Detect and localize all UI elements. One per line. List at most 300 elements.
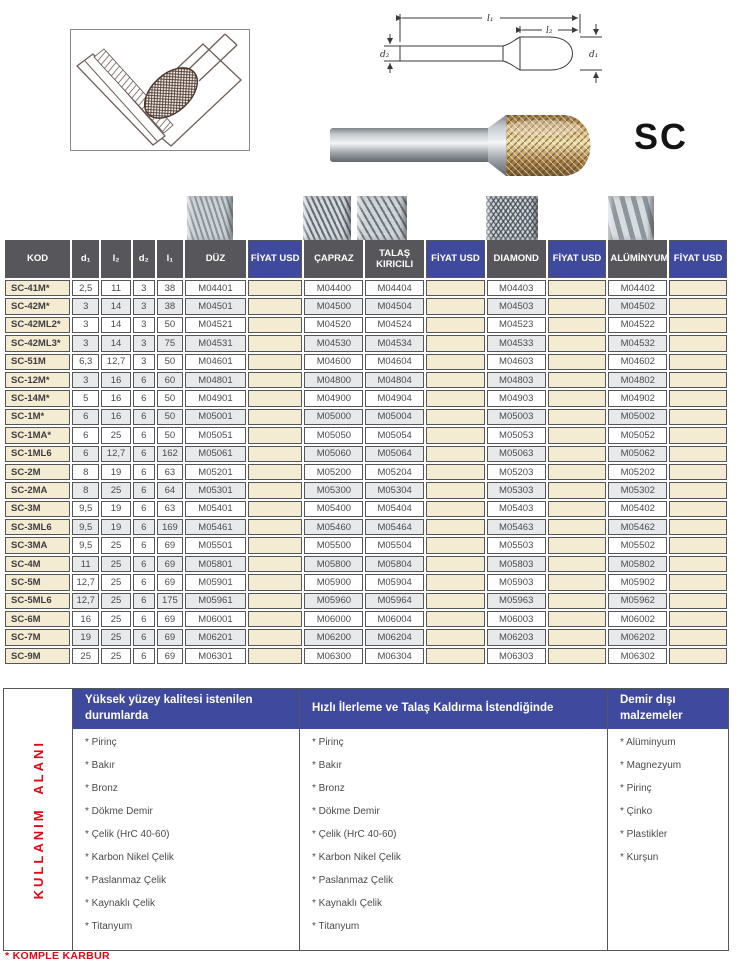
d2-cell: 3 xyxy=(133,298,155,314)
usage-list-item: * Bronz xyxy=(312,783,345,794)
price-cell xyxy=(669,501,727,517)
product-code-cell: SC-1M* xyxy=(5,409,70,425)
price-cell xyxy=(426,317,485,333)
price-cell xyxy=(548,556,607,572)
d1-cell: 19 xyxy=(72,629,99,645)
price-cell xyxy=(248,611,303,627)
talas-cell: M05064 xyxy=(365,446,424,462)
price-cell xyxy=(248,574,303,590)
price-cell xyxy=(548,501,607,517)
aluminyum-cell: M05402 xyxy=(608,501,667,517)
d1-cell: 5 xyxy=(72,390,99,406)
product-code-cell: SC-1ML6 xyxy=(5,446,70,462)
capraz-cell: M05050 xyxy=(304,427,363,443)
product-code-cell: SC-51M xyxy=(5,354,70,370)
duz-cell: M06301 xyxy=(185,648,246,664)
price-cell xyxy=(426,280,485,296)
price-cell xyxy=(669,280,727,296)
aluminyum-cell: M04502 xyxy=(608,298,667,314)
aluminyum-cell: M05962 xyxy=(608,593,667,609)
d1-cell: 3 xyxy=(72,298,99,314)
product-code-cell: SC-2MA xyxy=(5,482,70,498)
l2-cell: 12,7 xyxy=(101,446,130,462)
price-cell xyxy=(669,390,727,406)
l1-cell: 50 xyxy=(157,317,183,333)
price-cell xyxy=(548,390,607,406)
duz-cell: M05051 xyxy=(185,427,246,443)
aluminyum-cell: M05062 xyxy=(608,446,667,462)
d1-cell: 12,7 xyxy=(72,574,99,590)
talas-cell: M05054 xyxy=(365,427,424,443)
column-header-d2: d₂ xyxy=(133,240,155,278)
product-code-cell: SC-41M* xyxy=(5,280,70,296)
diamond-cell: M05063 xyxy=(487,446,546,462)
usage-list-item: * Pirinç xyxy=(85,737,117,748)
column-header-kod: KOD xyxy=(5,240,70,278)
duz-cell: M06001 xyxy=(185,611,246,627)
price-cell xyxy=(248,335,303,351)
d2-cell: 6 xyxy=(133,464,155,480)
l1-cell: 50 xyxy=(157,390,183,406)
aluminyum-cell: M06002 xyxy=(608,611,667,627)
d1-cell: 3 xyxy=(72,317,99,333)
table-row xyxy=(5,574,727,590)
price-cell xyxy=(548,427,607,443)
d1-cell: 9,5 xyxy=(72,519,99,535)
l2-cell: 25 xyxy=(101,611,130,627)
capraz-cell: M05060 xyxy=(304,446,363,462)
talas-cell: M05904 xyxy=(365,574,424,590)
d1-cell: 9,5 xyxy=(72,501,99,517)
aluminyum-cell: M06202 xyxy=(608,629,667,645)
usage-list-item: * Magnezyum xyxy=(620,760,682,771)
l1-cell: 69 xyxy=(157,537,183,553)
duz-cell: M05301 xyxy=(185,482,246,498)
dim-label-d1: d₁ xyxy=(589,50,599,60)
product-code-cell: SC-5M xyxy=(5,574,70,590)
full-carbide-footnote: * KOMPLE KARBÜR xyxy=(5,950,110,962)
usage-list-item: * Karbon Nikel Çelik xyxy=(85,852,174,863)
capraz-cell: M05300 xyxy=(304,482,363,498)
diamond-cell: M05903 xyxy=(487,574,546,590)
d2-cell: 3 xyxy=(133,354,155,370)
talas-cell: M04904 xyxy=(365,390,424,406)
column-header-diamond: DIAMOND xyxy=(487,240,546,278)
price-cell xyxy=(548,298,607,314)
column-header-d1: d₁ xyxy=(72,240,99,278)
d1-cell: 6,3 xyxy=(72,354,99,370)
l1-cell: 162 xyxy=(157,446,183,462)
product-code-cell: SC-4M xyxy=(5,556,70,572)
table-row xyxy=(5,446,727,462)
d1-cell: 16 xyxy=(72,611,99,627)
price-cell xyxy=(548,482,607,498)
column-header-fiyat4: FİYAT USD xyxy=(669,240,727,278)
price-cell xyxy=(248,519,303,535)
price-cell xyxy=(548,280,607,296)
capraz-cell: M06300 xyxy=(304,648,363,664)
capraz-cell: M04400 xyxy=(304,280,363,296)
price-cell xyxy=(669,482,727,498)
price-cell xyxy=(248,648,303,664)
capraz-cell: M06200 xyxy=(304,629,363,645)
table-row xyxy=(5,372,727,388)
capraz-cell: M05800 xyxy=(304,556,363,572)
price-cell xyxy=(426,629,485,645)
product-code-cell: SC-12M* xyxy=(5,372,70,388)
l1-cell: 69 xyxy=(157,648,183,664)
l2-cell: 14 xyxy=(101,298,130,314)
column-header-l2: l₂ xyxy=(101,240,130,278)
duz-cell: M04401 xyxy=(185,280,246,296)
price-cell xyxy=(548,446,607,462)
price-cell xyxy=(248,427,303,443)
diamond-cell: M04523 xyxy=(487,317,546,333)
usage-list-item: * Kaynaklı Çelik xyxy=(312,898,383,909)
l2-cell: 19 xyxy=(101,501,130,517)
diamond-cell: M06303 xyxy=(487,648,546,664)
talas-cell: M05504 xyxy=(365,537,424,553)
dim-label-l1: l₁ xyxy=(487,14,494,24)
price-cell xyxy=(669,298,727,314)
duz-cell: M05901 xyxy=(185,574,246,590)
l1-cell: 175 xyxy=(157,593,183,609)
price-cell xyxy=(548,611,607,627)
talas-cell: M05964 xyxy=(365,593,424,609)
product-code-cell: SC-3MA xyxy=(5,537,70,553)
usage-list-item: * Pirinç xyxy=(620,783,652,794)
aluminyum-cell: M05302 xyxy=(608,482,667,498)
usage-list-item: * Titanyum xyxy=(85,921,133,932)
price-cell xyxy=(669,317,727,333)
duz-cell: M05461 xyxy=(185,519,246,535)
table-row xyxy=(5,464,727,480)
duz-cell: M04901 xyxy=(185,390,246,406)
table-row xyxy=(5,648,727,664)
l2-cell: 16 xyxy=(101,409,130,425)
price-cell xyxy=(548,648,607,664)
price-cell xyxy=(248,317,303,333)
talas-cell: M04534 xyxy=(365,335,424,351)
price-cell xyxy=(248,372,303,388)
usage-list-item: * Titanyum xyxy=(312,921,360,932)
price-cell xyxy=(669,427,727,443)
d2-cell: 6 xyxy=(133,446,155,462)
price-cell xyxy=(669,464,727,480)
capraz-cell: M04500 xyxy=(304,298,363,314)
price-cell xyxy=(548,593,607,609)
diamond-cell: M04803 xyxy=(487,372,546,388)
product-photo xyxy=(328,100,628,192)
l2-cell: 25 xyxy=(101,482,130,498)
d2-cell: 6 xyxy=(133,629,155,645)
aluminyum-cell: M05002 xyxy=(608,409,667,425)
price-cell xyxy=(248,280,303,296)
price-cell xyxy=(426,390,485,406)
d1-cell: 6 xyxy=(72,427,99,443)
price-cell xyxy=(669,574,727,590)
burr-application-drawing xyxy=(71,30,247,148)
product-code-cell: SC-42M* xyxy=(5,298,70,314)
table-row xyxy=(5,280,727,296)
price-cell xyxy=(426,611,485,627)
table-row xyxy=(5,298,727,314)
table-row xyxy=(5,501,727,517)
l1-cell: 38 xyxy=(157,298,183,314)
price-cell xyxy=(426,464,485,480)
diamond-cell: M05053 xyxy=(487,427,546,443)
aluminyum-cell: M05202 xyxy=(608,464,667,480)
price-cell xyxy=(248,501,303,517)
l1-cell: 63 xyxy=(157,464,183,480)
product-code-cell: SC-42ML2* xyxy=(5,317,70,333)
usage-list-item: * Bakır xyxy=(312,760,343,771)
series-code-label: SC xyxy=(634,116,689,157)
product-code-cell: SC-6M xyxy=(5,611,70,627)
price-cell xyxy=(426,372,485,388)
price-cell xyxy=(248,354,303,370)
talas-cell: M06204 xyxy=(365,629,424,645)
price-cell xyxy=(426,519,485,535)
duz-cell: M04601 xyxy=(185,354,246,370)
d1-cell: 8 xyxy=(72,482,99,498)
capraz-cell: M04530 xyxy=(304,335,363,351)
diamond-cell: M05303 xyxy=(487,482,546,498)
d1-cell: 2,5 xyxy=(72,280,99,296)
price-cell xyxy=(548,372,607,388)
price-cell xyxy=(669,648,727,664)
column-header-l1: l₁ xyxy=(157,240,183,278)
table-row xyxy=(5,390,727,406)
l2-cell: 11 xyxy=(101,280,130,296)
column-header-fiyat3: FİYAT USD xyxy=(548,240,607,278)
price-cell xyxy=(669,335,727,351)
talas-cell: M04524 xyxy=(365,317,424,333)
d2-cell: 6 xyxy=(133,519,155,535)
d2-cell: 6 xyxy=(133,537,155,553)
usage-section xyxy=(3,688,729,951)
l1-cell: 69 xyxy=(157,556,183,572)
price-cell xyxy=(248,464,303,480)
product-code-cell: SC-9M xyxy=(5,648,70,664)
product-code-cell: SC-1MA* xyxy=(5,427,70,443)
price-cell xyxy=(426,482,485,498)
aluminyum-cell: M05462 xyxy=(608,519,667,535)
table-header-row xyxy=(5,240,727,278)
dimension-diagram xyxy=(378,6,708,106)
duz-cell: M04801 xyxy=(185,372,246,388)
price-cell xyxy=(426,648,485,664)
usage-side-column xyxy=(4,689,72,950)
d2-cell: 3 xyxy=(133,280,155,296)
price-cell xyxy=(548,574,607,590)
talas-cell: M04804 xyxy=(365,372,424,388)
capraz-cell: M05400 xyxy=(304,501,363,517)
l2-cell: 25 xyxy=(101,593,130,609)
usage-list-item: * Kurşun xyxy=(620,852,659,863)
price-cell xyxy=(248,556,303,572)
capraz-cell: M06000 xyxy=(304,611,363,627)
diamond-cell: M05463 xyxy=(487,519,546,535)
d1-cell: 11 xyxy=(72,556,99,572)
aluminyum-cell: M05802 xyxy=(608,556,667,572)
column-header-fiyat2: FİYAT USD xyxy=(426,240,485,278)
d2-cell: 6 xyxy=(133,427,155,443)
l1-cell: 63 xyxy=(157,501,183,517)
l2-cell: 25 xyxy=(101,427,130,443)
duz-cell: M05401 xyxy=(185,501,246,517)
aluminyum-cell: M04522 xyxy=(608,317,667,333)
l2-cell: 19 xyxy=(101,464,130,480)
capraz-cell: M04800 xyxy=(304,372,363,388)
capraz-cell: M05460 xyxy=(304,519,363,535)
talas-cell: M05304 xyxy=(365,482,424,498)
d2-cell: 6 xyxy=(133,593,155,609)
duz-cell: M04501 xyxy=(185,298,246,314)
price-cell xyxy=(426,446,485,462)
duz-cell: M05201 xyxy=(185,464,246,480)
l1-cell: 69 xyxy=(157,574,183,590)
price-cell xyxy=(548,335,607,351)
usage-list-item: * Bakır xyxy=(85,760,116,771)
l2-cell: 25 xyxy=(101,648,130,664)
capraz-cell: M05960 xyxy=(304,593,363,609)
l1-cell: 50 xyxy=(157,409,183,425)
aluminyum-cell: M04902 xyxy=(608,390,667,406)
product-code-cell: SC-5ML6 xyxy=(5,593,70,609)
talas-kiricili-cut-sample-image xyxy=(357,196,407,240)
l1-cell: 50 xyxy=(157,354,183,370)
d1-cell: 25 xyxy=(72,648,99,664)
price-cell xyxy=(669,519,727,535)
price-cell xyxy=(248,629,303,645)
l2-cell: 25 xyxy=(101,537,130,553)
capraz-cell: M04900 xyxy=(304,390,363,406)
diamond-cell: M05803 xyxy=(487,556,546,572)
price-cell xyxy=(548,354,607,370)
table-row xyxy=(5,629,727,645)
aluminyum-cell: M04532 xyxy=(608,335,667,351)
price-cell xyxy=(669,611,727,627)
diamond-cell: M05203 xyxy=(487,464,546,480)
dim-label-d2: d₂ xyxy=(380,50,390,60)
usage-column-non-ferrous xyxy=(607,689,728,950)
table-row xyxy=(5,409,727,425)
product-code-cell: SC-7M xyxy=(5,629,70,645)
d1-cell: 12,7 xyxy=(72,593,99,609)
product-code-cell: SC-14M* xyxy=(5,390,70,406)
d2-cell: 6 xyxy=(133,390,155,406)
usage-list-item: * Kaynaklı Çelik xyxy=(85,898,156,909)
talas-cell: M05404 xyxy=(365,501,424,517)
diamond-cell: M06003 xyxy=(487,611,546,627)
product-table xyxy=(3,238,729,666)
l1-cell: 169 xyxy=(157,519,183,535)
column-header-duz: DÜZ xyxy=(185,240,246,278)
diamond-cell: M05003 xyxy=(487,409,546,425)
diamond-cell: M04503 xyxy=(487,298,546,314)
l2-cell: 25 xyxy=(101,629,130,645)
diamond-cell: M05403 xyxy=(487,501,546,517)
aluminyum-cell: M04602 xyxy=(608,354,667,370)
price-cell xyxy=(669,372,727,388)
diamond-cell: M05503 xyxy=(487,537,546,553)
column-header-aluminyum: ALÜMİNYUM xyxy=(608,240,667,278)
price-cell xyxy=(426,298,485,314)
usage-column-title: Yüksek yüzey kalitesi istenilen durumlarda xyxy=(73,689,299,729)
price-cell xyxy=(669,354,727,370)
diamond-cell: M05963 xyxy=(487,593,546,609)
price-cell xyxy=(669,446,727,462)
price-cell xyxy=(548,537,607,553)
application-drawing-box xyxy=(70,29,250,151)
talas-cell: M05204 xyxy=(365,464,424,480)
duz-cut-sample-image xyxy=(187,196,233,240)
price-cell xyxy=(248,537,303,553)
talas-cell: M06004 xyxy=(365,611,424,627)
price-cell xyxy=(669,593,727,609)
capraz-cell: M05500 xyxy=(304,537,363,553)
price-cell xyxy=(248,298,303,314)
d1-cell: 6 xyxy=(72,409,99,425)
price-cell xyxy=(426,427,485,443)
price-cell xyxy=(248,390,303,406)
usage-list-item: * Paslanmaz Çelik xyxy=(85,875,167,886)
aluminyum-cell: M06302 xyxy=(608,648,667,664)
diamond-cell: M04603 xyxy=(487,354,546,370)
duz-cell: M05501 xyxy=(185,537,246,553)
price-cell xyxy=(548,629,607,645)
d2-cell: 6 xyxy=(133,574,155,590)
price-cell xyxy=(426,501,485,517)
aluminyum-cell: M05052 xyxy=(608,427,667,443)
d2-cell: 6 xyxy=(133,482,155,498)
l1-cell: 60 xyxy=(157,372,183,388)
product-code-cell: SC-42ML3* xyxy=(5,335,70,351)
capraz-cell: M05000 xyxy=(304,409,363,425)
table-row xyxy=(5,611,727,627)
aluminyum-cell: M05902 xyxy=(608,574,667,590)
l2-cell: 14 xyxy=(101,317,130,333)
price-cell xyxy=(248,446,303,462)
price-cell xyxy=(426,593,485,609)
l1-cell: 64 xyxy=(157,482,183,498)
column-header-fiyat1: FİYAT USD xyxy=(248,240,303,278)
l1-cell: 75 xyxy=(157,335,183,351)
duz-cell: M04521 xyxy=(185,317,246,333)
capraz-cell: M04520 xyxy=(304,317,363,333)
l2-cell: 19 xyxy=(101,519,130,535)
table-row xyxy=(5,354,727,370)
table-row xyxy=(5,519,727,535)
usage-list-item: * Dökme Demir xyxy=(312,806,380,817)
l1-cell: 69 xyxy=(157,611,183,627)
diamond-cut-sample-image xyxy=(486,196,538,240)
price-cell xyxy=(548,464,607,480)
aluminyum-cut-sample-image xyxy=(608,196,654,240)
price-cell xyxy=(426,556,485,572)
duz-cell: M05061 xyxy=(185,446,246,462)
price-cell xyxy=(426,354,485,370)
talas-cell: M06304 xyxy=(365,648,424,664)
l1-cell: 69 xyxy=(157,629,183,645)
usage-column-title: Demir dışı malzemeler xyxy=(608,689,728,729)
table-row xyxy=(5,537,727,553)
l1-cell: 50 xyxy=(157,427,183,443)
price-cell xyxy=(548,317,607,333)
d1-cell: 8 xyxy=(72,464,99,480)
column-header-talas: TALAŞ KIRICILI xyxy=(365,240,424,278)
